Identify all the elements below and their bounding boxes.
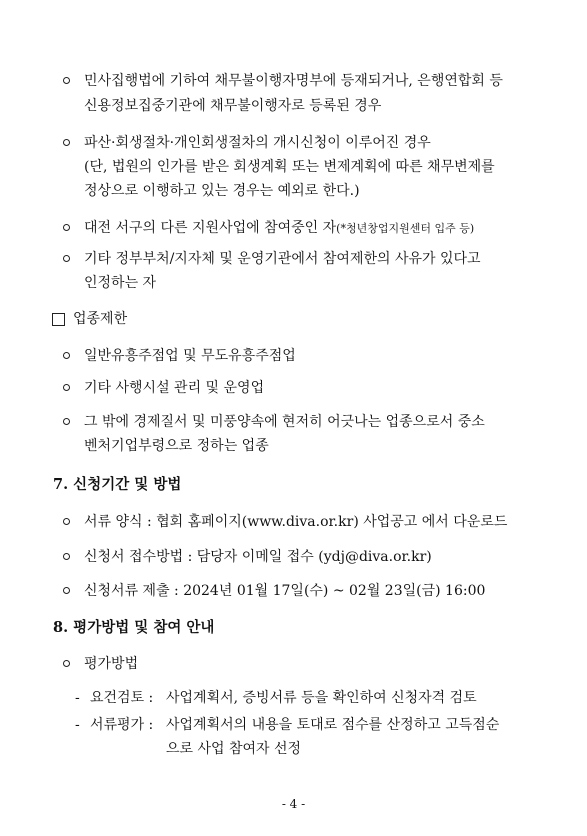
item-text: (단, 법원의 인가를 받은 회생계획 또는 변제계획에 따른 채무변제를 <box>84 159 495 175</box>
bullet-circle-icon <box>63 553 70 560</box>
item-text: 그 밖에 경제질서 및 미풍양속에 현저히 어긋나는 업종으로서 중소 <box>84 414 485 430</box>
item-text: 기타 정부부처/지자체 및 운영기관에서 참여제한의 사유가 있다고 <box>84 251 481 267</box>
item-text: 인정하는 자 <box>84 275 157 291</box>
item-text-main: 대전 서구의 다른 지원사업에 참여중인 자 <box>84 220 337 236</box>
item-text <box>84 219 474 238</box>
item-text: 정상으로 이행하고 있는 경우는 예외로 한다.) <box>84 183 360 199</box>
item-text: 서류 양식 : 협회 홈페이지(www.diva.or.kr) 사업공고 에서 다운로드 <box>84 514 508 530</box>
item-text: 벤처기업부령으로 정하는 업종 <box>84 438 269 454</box>
dash-marker: - <box>75 717 80 733</box>
item-text: 파산·회생절차·개인회생절차의 개시신청이 이루어진 경우 <box>84 135 431 151</box>
subitem-label: 요건검토 : <box>90 690 154 706</box>
item-text: 평가방법 <box>84 656 139 672</box>
dash-marker: - <box>75 690 80 706</box>
bullet-circle-icon <box>63 139 70 146</box>
item-text: 민사집행법에 기하여 채무불이행자명부에 등재되거나, 은행연합회 등 <box>84 73 503 89</box>
item-text: 신청서류 제출 : 2024년 01월 17일(수) ~ 02월 23일(금) 16:00 <box>84 583 486 599</box>
subitem-text: 사업계획서, 증빙서류 등을 확인하여 신청자격 검토 <box>166 690 477 706</box>
subitem-text: 사업계획서의 내용을 토대로 점수를 산정하고 고득점순 <box>166 717 500 733</box>
bullet-circle-icon <box>63 660 70 667</box>
bullet-circle-icon <box>63 352 70 359</box>
bullet-circle-icon <box>63 77 70 84</box>
bullet-circle-icon <box>63 255 70 262</box>
section-heading: 8. 평가방법 및 참여 안내 <box>53 619 215 636</box>
item-text: 신청서 접수방법 : 담당자 이메일 접수 (ydj@diva.or.kr) <box>84 549 432 565</box>
bullet-circle-icon <box>63 224 70 231</box>
bullet-circle-icon <box>63 518 70 525</box>
checkbox-square-icon <box>52 313 65 326</box>
bullet-circle-icon <box>63 384 70 391</box>
section-title: 업종제한 <box>73 311 128 327</box>
item-text: 신용정보집중기관에 채무불이행자로 등록된 경우 <box>84 98 382 114</box>
item-note: (*청년창업지원센터 입주 등) <box>336 222 475 235</box>
bullet-circle-icon <box>63 587 70 594</box>
subitem-text: 으로 사업 참여자 선정 <box>166 741 302 757</box>
bullet-circle-icon <box>63 418 70 425</box>
item-text: 기타 사행시설 관리 및 운영업 <box>84 380 265 396</box>
page-number: - 4 - <box>281 797 306 811</box>
subitem-label: 서류평가 : <box>90 717 154 733</box>
section-heading: 7. 신청기간 및 방법 <box>53 476 182 493</box>
item-text: 일반유흥주점업 및 무도유흥주점업 <box>84 348 296 364</box>
